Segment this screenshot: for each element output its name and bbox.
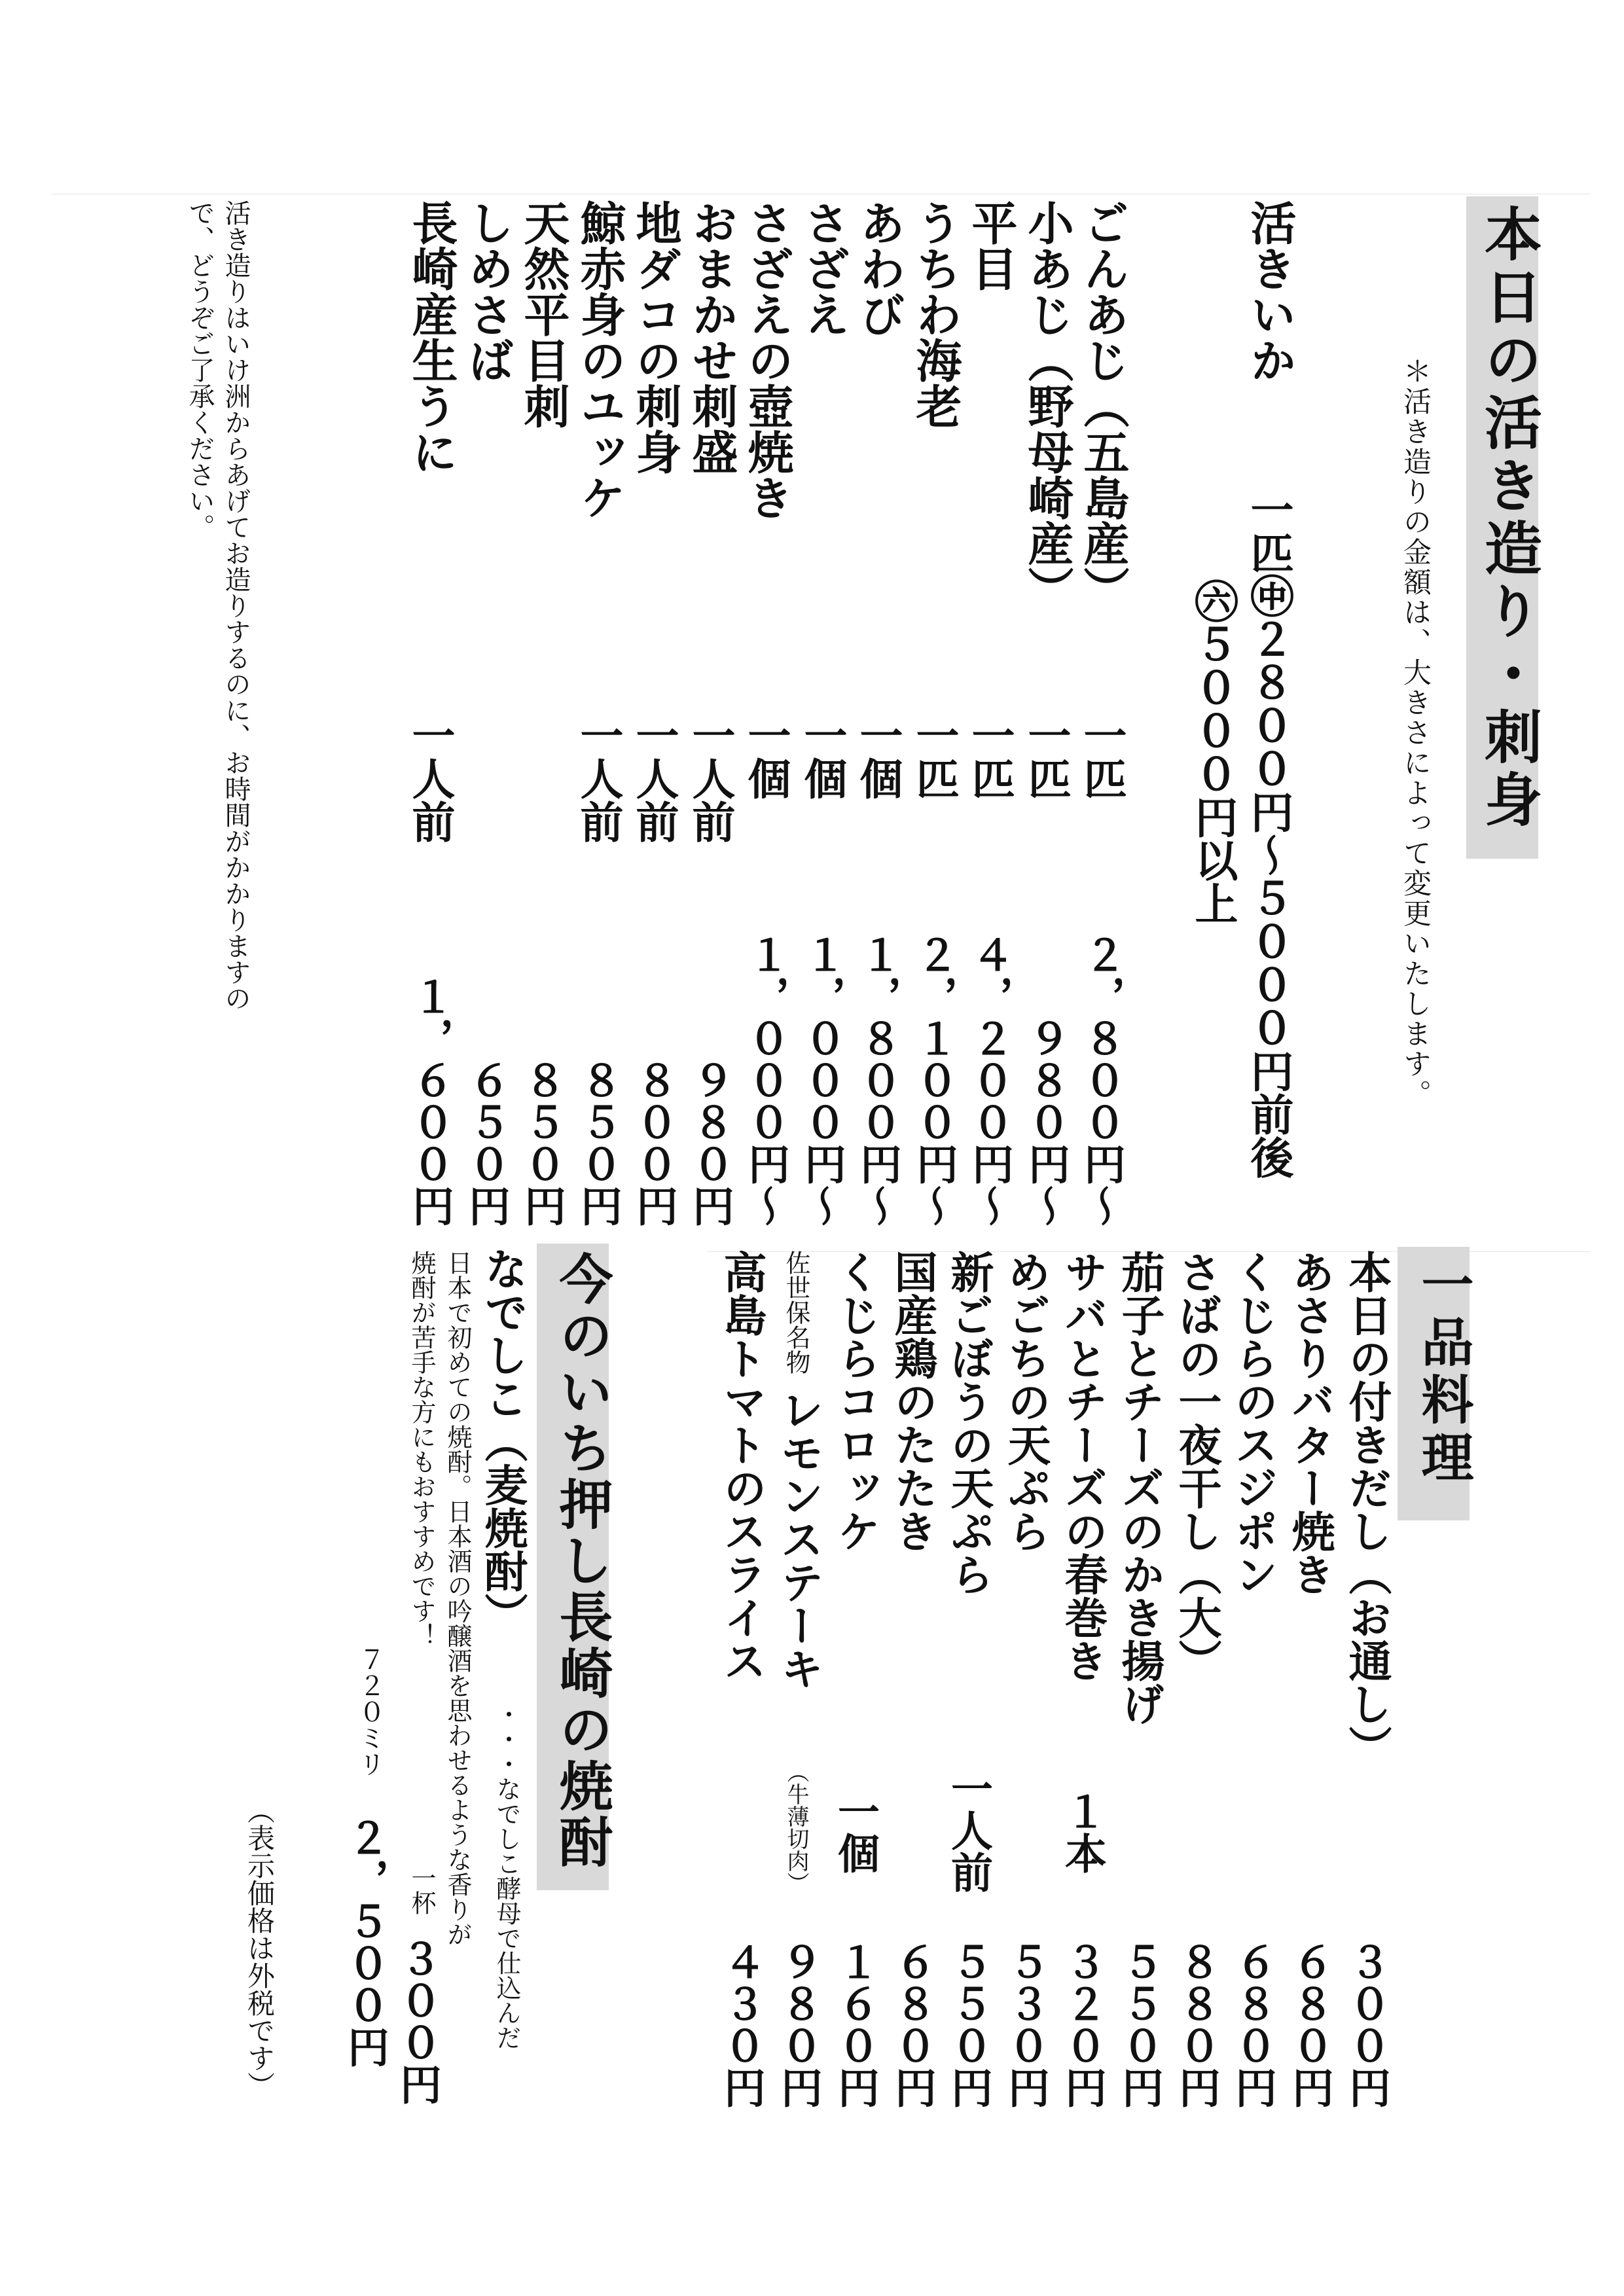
- menu-item-price: ５５０円: [944, 1941, 993, 2108]
- menu-item-qty: 一個: [797, 713, 848, 800]
- shochu-glass-label: 一杯: [407, 1865, 436, 1915]
- menu-item-name: レモンステーキ: [773, 1388, 824, 1690]
- menu-item-price: １，８００円～: [853, 933, 902, 1227]
- menu-item-name: 活きいか: [1243, 200, 1297, 383]
- menu-item-price: ３２０円: [1058, 1941, 1107, 2108]
- shochu-bottle-label: ７２０ミリ: [355, 1646, 385, 1777]
- menu-item-price: ４，２００円～: [965, 933, 1014, 1227]
- menu-item-note: （牛薄切肉）: [783, 1761, 809, 1894]
- menu-item-qty: 一人前: [405, 713, 456, 843]
- menu-item-price: ５３０円: [1001, 1941, 1050, 2108]
- menu-item-price: ６５０円: [461, 1059, 511, 1227]
- menu-item-name: 国産鶏のたたき: [887, 1250, 938, 1552]
- menu-item-name: しめさば: [461, 200, 515, 383]
- menu-item-name: めごちの天ぷら: [1000, 1250, 1051, 1552]
- menu-item-price: １６０円: [831, 1941, 880, 2108]
- menu-item-price: ６８０円: [1285, 1941, 1334, 2108]
- ikizukuri-title: 本日の活き造り・刺身: [1466, 196, 1538, 859]
- tax-note: （表示価格は外税です）: [244, 1797, 276, 2099]
- menu-item-price: ６８０円: [1228, 1941, 1277, 2108]
- ika-price-line2: ㊅５０００円以上: [1187, 579, 1238, 925]
- menu-item-price: ２，１００円～: [909, 933, 958, 1227]
- menu-item-name: 平目: [964, 200, 1019, 291]
- shochu-desc-line1: 日本で初めての焼酎。日本酒の吟醸酒を思わせるような香りが: [443, 1250, 472, 1946]
- menu-item-name: 鯨赤身のユッケ: [573, 200, 627, 520]
- menu-item-name: あわび: [852, 200, 907, 337]
- menu-item-qty: 一人前: [685, 713, 736, 843]
- menu-item-name: ごんあじ（五島産）: [1076, 200, 1130, 612]
- menu-item-price: ５５０円: [1115, 1941, 1164, 2108]
- menu-item-price: ４３０円: [717, 1941, 766, 2108]
- menu-item-qty: 一人前: [573, 713, 624, 843]
- menu-item-name: うちわ海老: [909, 200, 963, 429]
- menu-item-name: 長崎産生うに: [405, 200, 459, 475]
- menu-item-name: 小あじ（野母崎産）: [1020, 200, 1075, 612]
- menu-item-name: 地ダコの刺身: [628, 200, 683, 475]
- menu-item-qty: 一匹: [1020, 713, 1072, 800]
- shochu-name: なでしこ（麦焼酎）: [477, 1247, 528, 1636]
- menu-item-qty: 一個: [740, 713, 791, 800]
- menu-item-qty: 一個: [831, 1790, 880, 1874]
- menu-item-price: ６８０円: [888, 1941, 937, 2108]
- menu-item-qty: １本: [1058, 1790, 1107, 1874]
- menu-item-price: １，０００円～: [741, 933, 790, 1227]
- menu-item-price: ８５０円: [573, 1059, 623, 1227]
- menu-item-price: ８００円: [629, 1059, 678, 1227]
- menu-item-qty: 一匹: [964, 713, 1015, 800]
- shochu-tagline: ・・・なでしこ酵母で仕込んだ: [492, 1702, 521, 2050]
- ikizukuri-size-note: ＊活き造りの金額は、大きさによって変更いたします。: [1399, 357, 1432, 1109]
- menu-item-qty: 一匹: [909, 713, 960, 800]
- menu-item-name: 茄子とチーズのかき揚げ: [1114, 1250, 1165, 1725]
- menu-item-name: サバとチーズの春巻き: [1057, 1250, 1108, 1682]
- menu-item-price: １，０００円～: [797, 933, 846, 1227]
- ikizukuri-footnote-line2: で、どうぞご了承ください。: [185, 200, 215, 540]
- ippin-title: 一品料理: [1398, 1247, 1470, 1520]
- menu-item-name: さざえの壺焼き: [740, 200, 795, 520]
- menu-item-price: ８５０円: [517, 1059, 566, 1227]
- menu-item-name: くじらコロッケ: [830, 1250, 881, 1552]
- ikizukuri-footnote-line1: 活き造りはいけ洲からあげてお造りするのに、お時間がかかりますの: [221, 200, 251, 1011]
- menu-item-price: １，６００円: [405, 975, 454, 1227]
- menu-item-qty: 一人前: [944, 1767, 993, 1893]
- menu-item-price: ２，８００円～: [1077, 933, 1126, 1227]
- menu-item-qty: 一個: [852, 713, 903, 800]
- menu-item-name: さばの一夜干し（大）: [1171, 1250, 1222, 1682]
- shochu-glass-price: ３００円: [393, 1937, 442, 2105]
- shochu-desc-line2: 焼酎が苦手な方にもおすすめです！: [407, 1250, 436, 1648]
- menu-item-price: ８８０円: [1172, 1941, 1221, 2108]
- menu-item-name: さざえ: [797, 200, 851, 337]
- shochu-title: 今のいち押し長崎の焼酎: [537, 1244, 609, 1890]
- menu-item-name: 天然平目刺: [516, 200, 571, 429]
- menu-item-prefix: 佐世保名物: [782, 1250, 810, 1374]
- menu-item-price: ９８０円: [774, 1941, 823, 2108]
- menu-item-name: くじらのスジポン: [1227, 1250, 1278, 1596]
- menu-item-price: ３００円: [1342, 1941, 1391, 2108]
- menu-item-qty: 一匹: [1076, 713, 1127, 800]
- menu-item-qty: 一人前: [628, 713, 679, 843]
- menu-item-price: ９８０円～: [1021, 1017, 1070, 1227]
- menu-item-name: おまかせ刺盛: [685, 200, 739, 475]
- shochu-bottle-price: ２，５００円: [340, 1816, 389, 2068]
- menu-item-price: ９８０円: [685, 1059, 734, 1227]
- ika-price-line1: 一匹㊥２８００円～５０００円前後: [1243, 488, 1294, 1179]
- menu-item-name: 本日の付きだし（お通し）: [1341, 1250, 1392, 1768]
- menu-item-name: あさりバター焼き: [1284, 1250, 1335, 1596]
- menu-item-name: 高島トマトのスライス: [716, 1250, 767, 1682]
- menu-item-name: 新ごぼうの天ぷら: [943, 1250, 994, 1596]
